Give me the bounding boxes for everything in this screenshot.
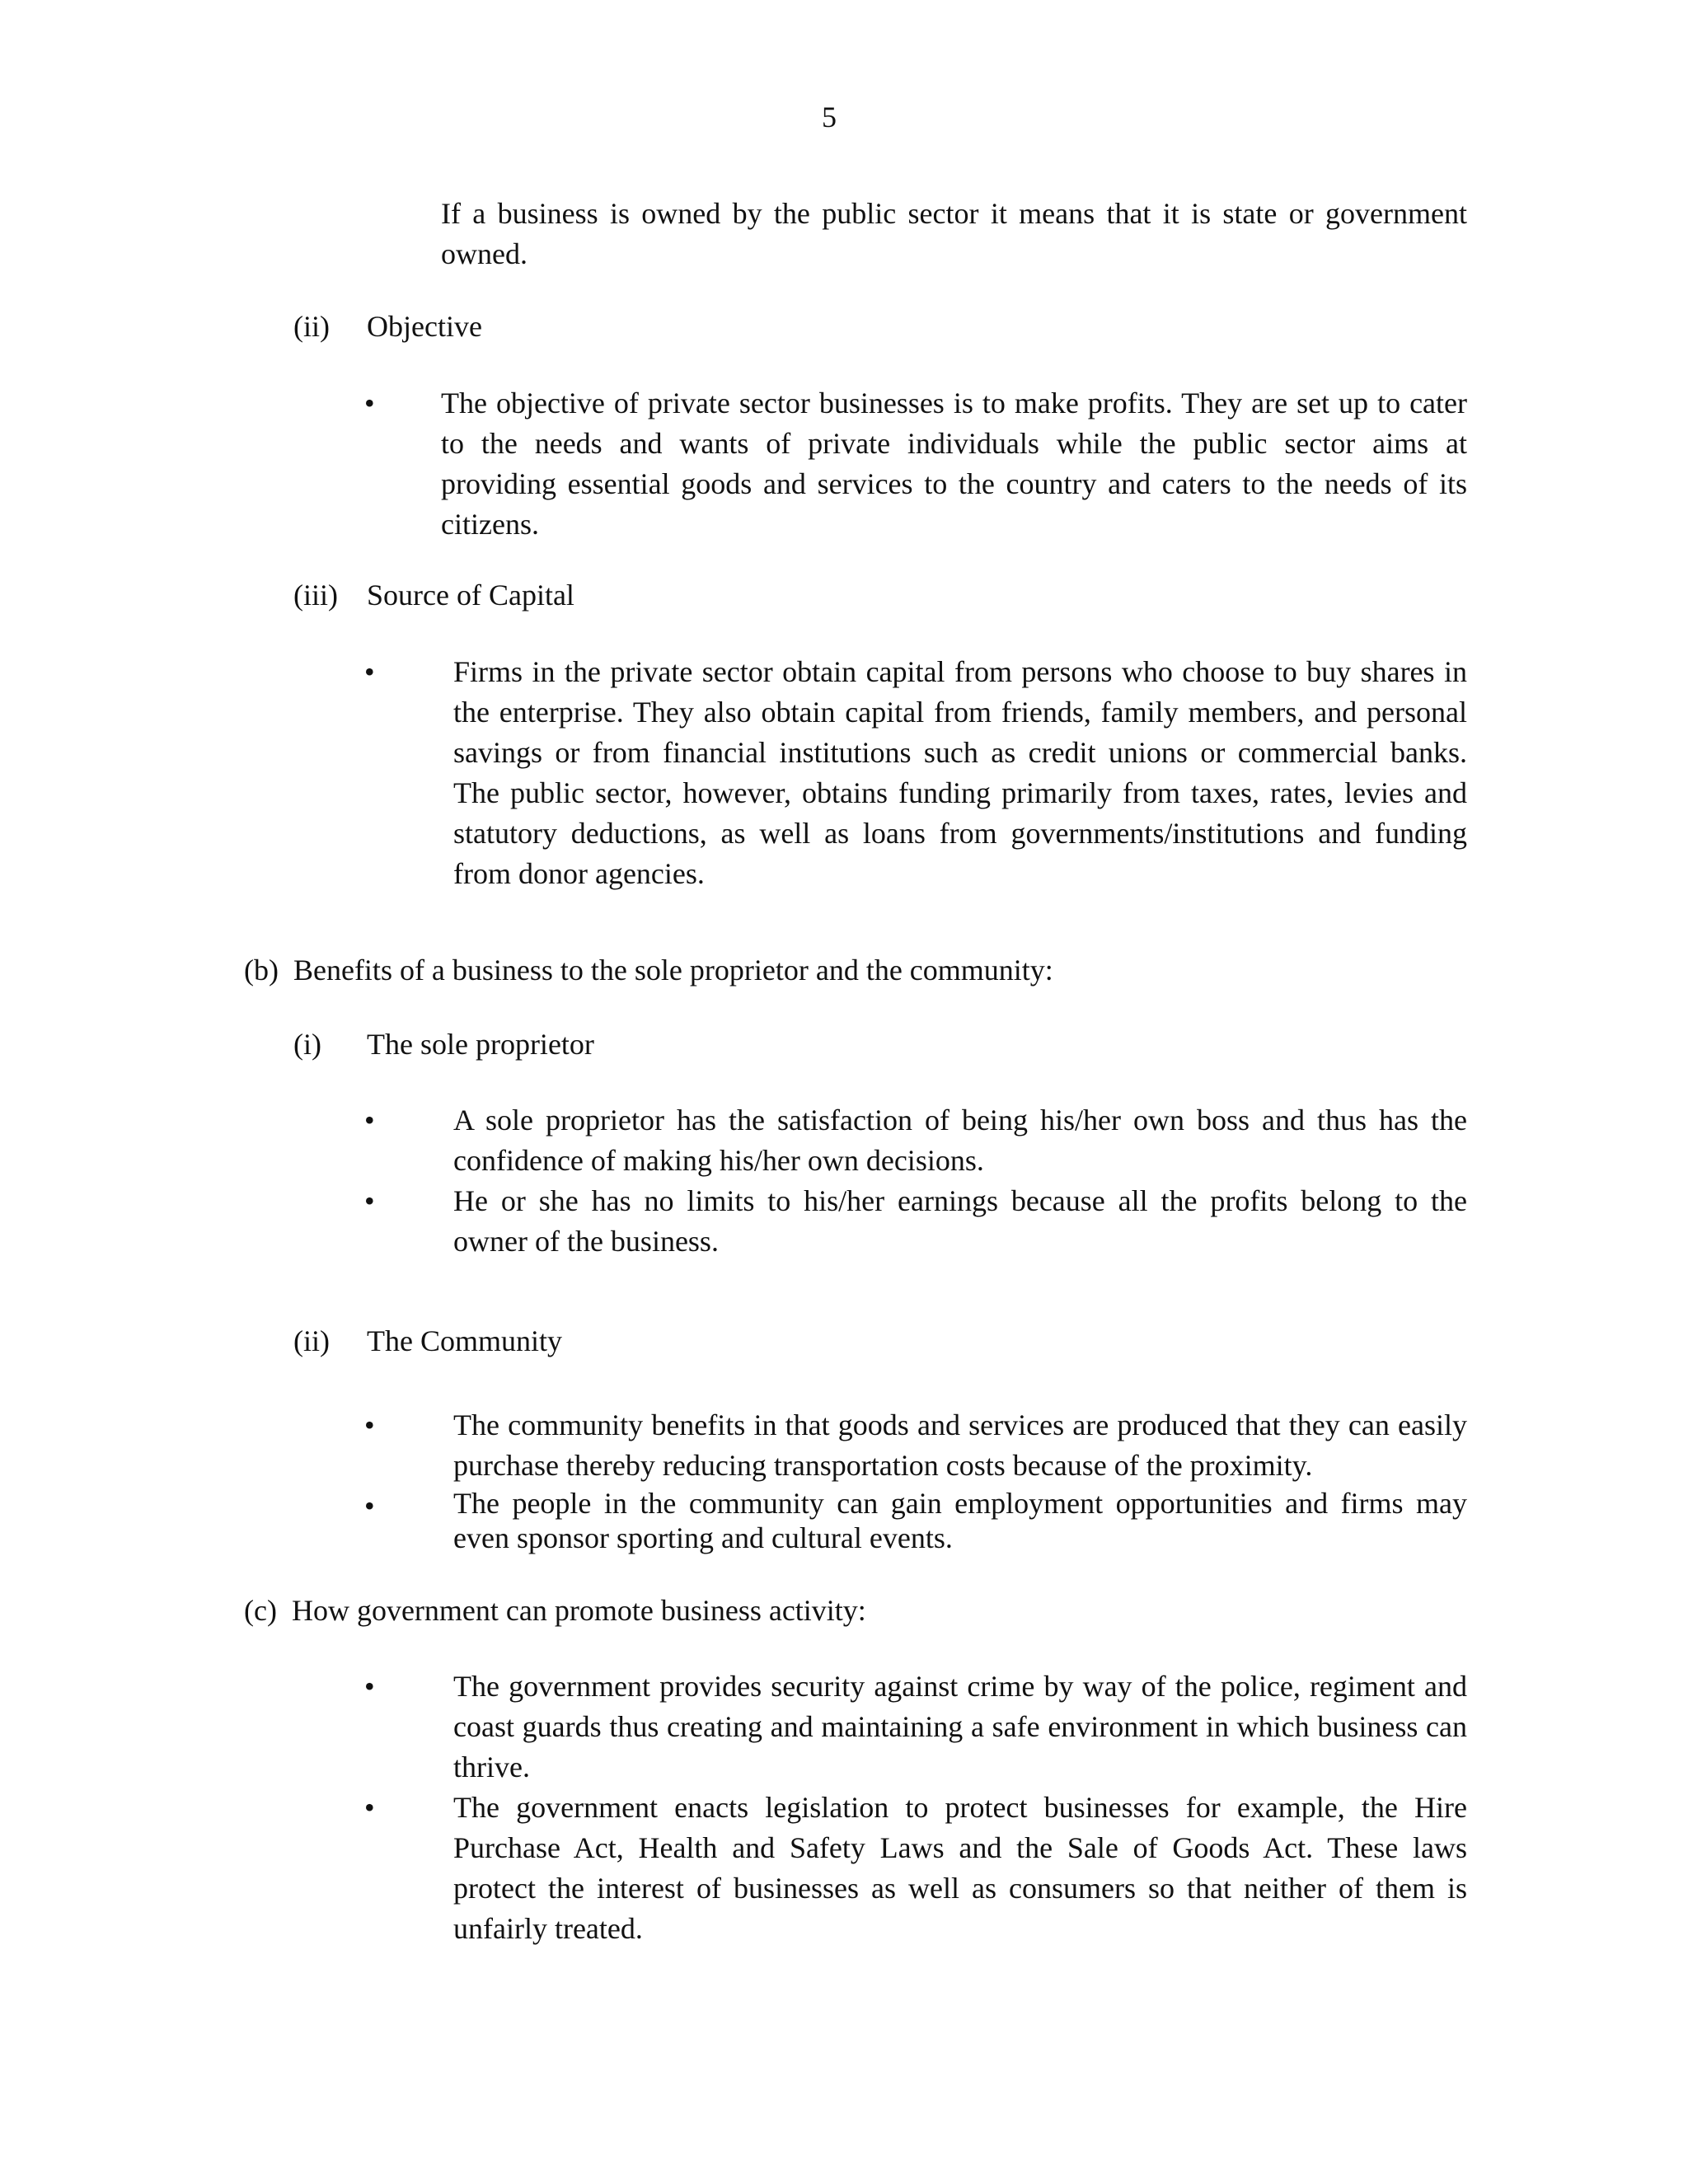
sole-proprietor-marker: (i) bbox=[293, 1028, 321, 1061]
intro-line: owned. bbox=[441, 237, 528, 270]
bullet-icon: • bbox=[364, 387, 375, 419]
text-line: The community benefits in that goods and services are produced that they can easily bbox=[453, 1408, 1467, 1441]
bullet-icon: • bbox=[364, 1184, 375, 1217]
section-c-heading: (c) How government can promote business activity: bbox=[244, 1594, 866, 1627]
text-line: purchase thereby reducing transportation costs because of the proximity. bbox=[453, 1449, 1313, 1482]
sole-proprietor-heading: The sole proprietor bbox=[367, 1028, 594, 1061]
text-line: owner of the business. bbox=[453, 1225, 719, 1258]
objective-marker: (ii) bbox=[293, 310, 330, 343]
government-bullet-2 bbox=[453, 1788, 1467, 1949]
sole-proprietor-bullet-1 bbox=[453, 1100, 1467, 1181]
community-marker: (ii) bbox=[293, 1324, 330, 1357]
text-line: Firms in the private sector obtain capital from persons who choose to buy shares in bbox=[453, 655, 1467, 688]
community-bullet-1 bbox=[453, 1405, 1467, 1486]
text-line: confidence of making his/her own decisions. bbox=[453, 1144, 984, 1177]
capital-bullet-text bbox=[453, 652, 1467, 894]
text-line: to the needs and wants of private individuals while the public sector aims at bbox=[441, 427, 1467, 460]
text-line: protect the interest of businesses as well as consumers so that neither of them is bbox=[453, 1872, 1467, 1905]
bullet-icon: • bbox=[364, 1104, 375, 1137]
sole-proprietor-bullet-2 bbox=[453, 1181, 1467, 1262]
bullet-icon: • bbox=[364, 655, 375, 688]
community-heading: The Community bbox=[367, 1324, 562, 1357]
objective-heading: Objective bbox=[367, 310, 482, 343]
text-line: coast guards thus creating and maintaining a safe environment in which business can bbox=[453, 1710, 1467, 1743]
text-line: Purchase Act, Health and Safety Laws and the Sale of Goods Act. These laws bbox=[453, 1831, 1467, 1864]
text-line: the enterprise. They also obtain capital from friends, family members, and personal bbox=[453, 696, 1467, 729]
text-line: A sole proprietor has the satisfaction of being his/her own boss and thus has the bbox=[453, 1104, 1467, 1137]
text-line: The people in the community can gain employment opportunities and firms may bbox=[453, 1487, 1467, 1520]
intro-paragraph bbox=[441, 194, 1467, 274]
text-line: unfairly treated. bbox=[453, 1912, 643, 1945]
government-bullet-1 bbox=[453, 1666, 1467, 1788]
text-line: The government provides security against crime by way of the police, regiment and bbox=[453, 1670, 1467, 1703]
bullet-icon: • bbox=[364, 1670, 375, 1703]
section-b-heading: (b) Benefits of a business to the sole proprietor and the community: bbox=[244, 954, 1053, 987]
intro-line: If a business is owned by the public sector it means that it is state or government bbox=[441, 197, 1467, 230]
text-line: The objective of private sector businesses is to make profits. They are set up to cater bbox=[441, 387, 1467, 419]
text-line: The public sector, however, obtains funding primarily from taxes, rates, levies and bbox=[453, 776, 1467, 809]
page-number: 5 bbox=[822, 101, 837, 134]
bullet-icon: • bbox=[364, 1489, 375, 1522]
bullet-icon: • bbox=[364, 1791, 375, 1824]
text-line: thrive. bbox=[453, 1750, 530, 1783]
text-line: savings or from financial institutions such as credit unions or commercial banks. bbox=[453, 736, 1467, 769]
text-line: providing essential goods and services to the country and caters to the needs of its bbox=[441, 467, 1467, 500]
text-line: The government enacts legislation to protect businesses for example, the Hire bbox=[453, 1791, 1467, 1824]
text-line: statutory deductions, as well as loans from governments/institutions and funding bbox=[453, 817, 1467, 850]
community-bullet-2 bbox=[453, 1486, 1467, 1555]
bullet-icon: • bbox=[364, 1408, 375, 1441]
objective-bullet-text bbox=[441, 383, 1467, 545]
text-line: from donor agencies. bbox=[453, 857, 705, 890]
capital-heading: Source of Capital bbox=[367, 579, 574, 612]
text-line: He or she has no limits to his/her earnings because all the profits belong to the bbox=[453, 1184, 1467, 1217]
capital-marker: (iii) bbox=[293, 579, 338, 612]
text-line: even sponsor sporting and cultural events. bbox=[453, 1521, 953, 1554]
text-line: citizens. bbox=[441, 508, 539, 541]
